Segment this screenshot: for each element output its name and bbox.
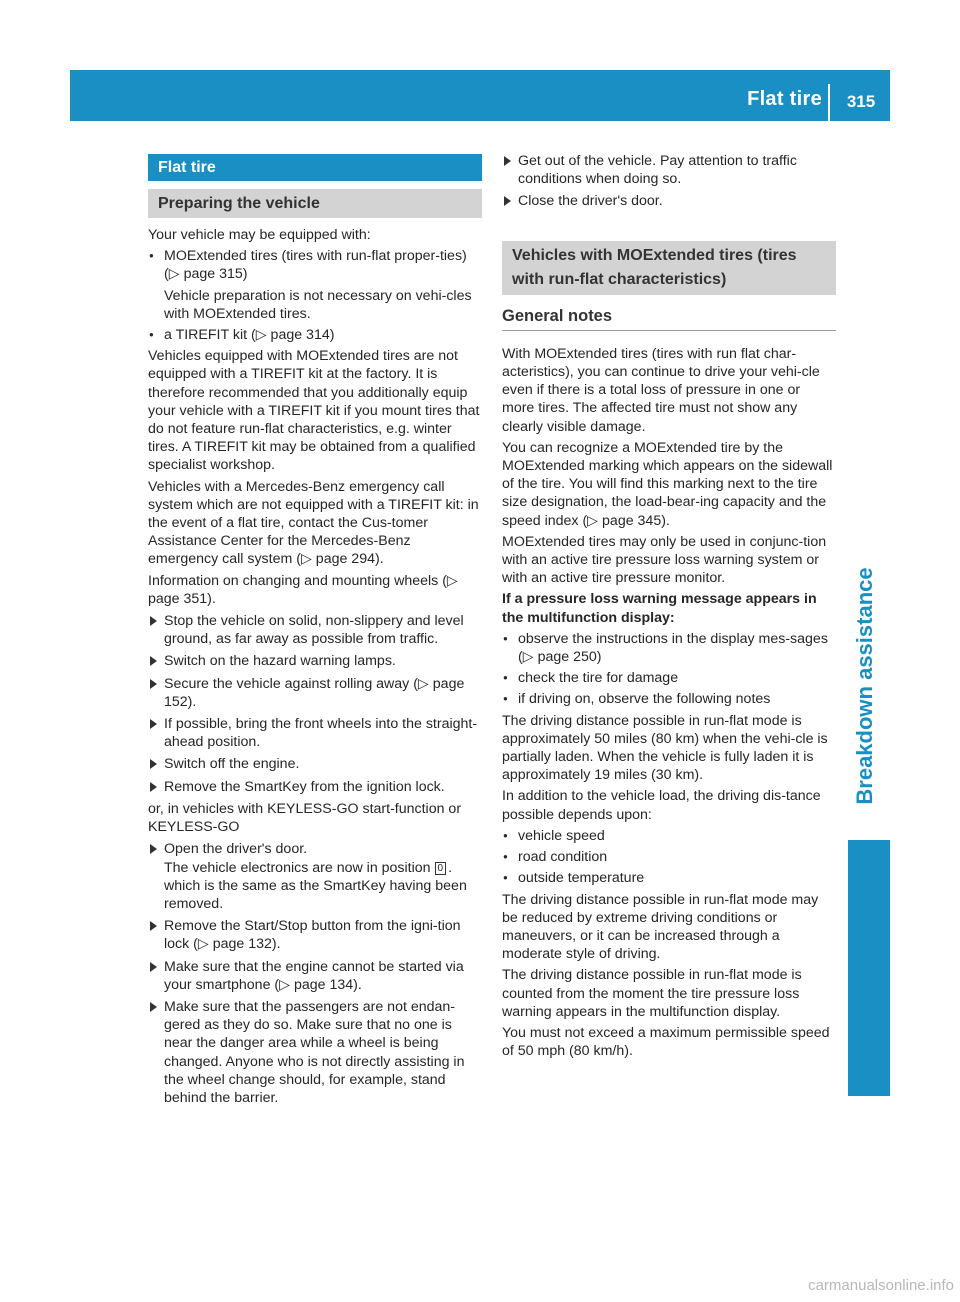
- paragraph: You can recognize a MOExtended tire by the MOExtended marking which appears on the sidewall of the tire. You will find this marking next to the tire size designation, the load-bear-ing capacity and the speed index (▷ page 345).: [502, 439, 833, 529]
- list-item: ● outside temperature: [502, 869, 836, 887]
- paragraph: The driving distance possible in run-flat mode may be reduced by extreme driving conditions or maneuvers, or it can be increased through a moderate style of driving.: [502, 891, 819, 963]
- page-number: 315: [846, 92, 876, 111]
- side-label-text: Breakdown assistance: [852, 567, 877, 805]
- section-title-moextended: Vehicles with MOExtended tires (tires with run-flat characteristics): [502, 241, 836, 295]
- step-item: Switch off the engine.: [148, 755, 482, 773]
- ignition-position-icon: 0: [435, 862, 447, 875]
- step-item: Close the driver's door.: [502, 192, 836, 210]
- heading-general-notes: General notes: [502, 307, 836, 331]
- paragraph: With MOExtended tires (tires with run flat char-acteristics), you can continue to drive your vehi-cle even if there is a total loss of pressure in one or more tires. The affected tire must not show any clearly visible damage.: [502, 345, 820, 435]
- paragraph: The driving distance possible in run-flat mode is approximately 50 miles (80 km) when the vehi-cle is partially laden. When the vehicle is fully laden it is approximately 19 miles (30 km).: [502, 712, 828, 784]
- section-side-label: [845, 556, 885, 816]
- list-item: ● road condition: [502, 848, 836, 866]
- step-item: Get out of the vehicle. Pay attention to traffic conditions when doing so.: [502, 152, 836, 188]
- step-item: Make sure that the passengers are not endan-gered as they do so. Make sure that no one is near the danger area while a wheel is being changed. Anyone who is not directly assisting in the wheel change should, for example, stand behind the barrier.: [148, 998, 482, 1107]
- paragraph: MOExtended tires may only be used in conjunc-tion with an active tire pressure loss warning system or with an active tire pressure monitor.: [502, 533, 827, 587]
- paragraph: or, in vehicles with KEYLESS-GO start-function or KEYLESS-GO: [148, 800, 462, 836]
- paragraph: In addition to the vehicle load, the driving dis-tance possible depends upon:: [502, 788, 821, 823]
- bold-paragraph: If a pressure loss warning message appears in the multifunction display:: [502, 591, 817, 626]
- section-side-marker: [848, 840, 890, 1096]
- step-detail: [164, 859, 482, 914]
- step-item: Remove the SmartKey from the ignition lock.: [148, 778, 482, 796]
- step-item: Stop the vehicle on solid, non-slippery and level ground, as far away as possible from traffic.: [148, 612, 482, 648]
- list-item: ● vehicle speed: [502, 827, 836, 845]
- step-detail-post: . which is the same as the SmartKey having been removed.: [164, 859, 467, 912]
- step-item: If possible, bring the front wheels into the straight-ahead position.: [148, 715, 482, 751]
- paragraph: The driving distance possible in run-flat mode is counted from the moment the tire pressure loss warning appears in the multifunction display.: [502, 967, 802, 1020]
- list-note: Vehicle preparation is not necessary on vehi-cles with MOExtended tires.: [164, 287, 472, 322]
- header-title: Flat tire: [747, 88, 822, 110]
- list-item: ● if driving on, observe the following notes: [502, 690, 836, 708]
- paragraph: You must not exceed a maximum permissible speed of 50 mph (80 km/h).: [502, 1024, 830, 1060]
- paragraph: Information on changing and mounting wheels (▷ page 351).: [148, 572, 458, 607]
- section-title-flat-tire: Flat tire: [148, 154, 482, 181]
- step-item: [148, 840, 482, 913]
- step-text: Open the driver's door.: [164, 841, 308, 858]
- step-item: Switch on the hazard warning lamps.: [148, 652, 482, 670]
- list-item: ● a TIREFIT kit (▷ page 314): [148, 326, 482, 344]
- list-item: ● MOExtended tires (tires with run-flat proper-ties) (▷ page 315): [148, 247, 482, 283]
- paragraph: Vehicles with a Mercedes-Benz emergency call system which are not equipped with a TIREFIT kit: in the event of a flat tire, contact the Cus-tomer Assistance Center for the Mercedes-Benz emergency call system (▷ page 294).: [148, 478, 479, 568]
- step-detail-pre: The vehicle electronics are now in position: [164, 859, 431, 876]
- paragraph: Vehicles equipped with MOExtended tires are not equipped with a TIREFIT kit at the factory. It is therefore recommended that you additionally equip your vehicle with a TIREFIT kit if you mount tires that do not feature run-flat characteristics, e.g. winter tires. A TIREFIT kit may be obtained from a qualified specialist workshop.: [148, 348, 480, 474]
- step-item: Secure the vehicle against rolling away (▷ page 152).: [148, 675, 482, 711]
- subsection-title-preparing: Preparing the vehicle: [148, 189, 482, 218]
- intro-text: Your vehicle may be equipped with:: [148, 227, 371, 243]
- list-item: ● check the tire for damage: [502, 669, 836, 687]
- step-item: Remove the Start/Stop button from the igni-tion lock (▷ page 132).: [148, 917, 482, 953]
- header-divider: [828, 84, 830, 121]
- list-item: ● observe the instructions in the display mes-sages (▷ page 250): [502, 630, 836, 666]
- left-column: [148, 154, 482, 1111]
- step-item: Make sure that the engine cannot be started via your smartphone (▷ page 134).: [148, 958, 482, 994]
- page-header: [70, 70, 890, 121]
- right-column: [502, 148, 836, 1063]
- watermark-text: carmanualsonline.info: [808, 1277, 954, 1294]
